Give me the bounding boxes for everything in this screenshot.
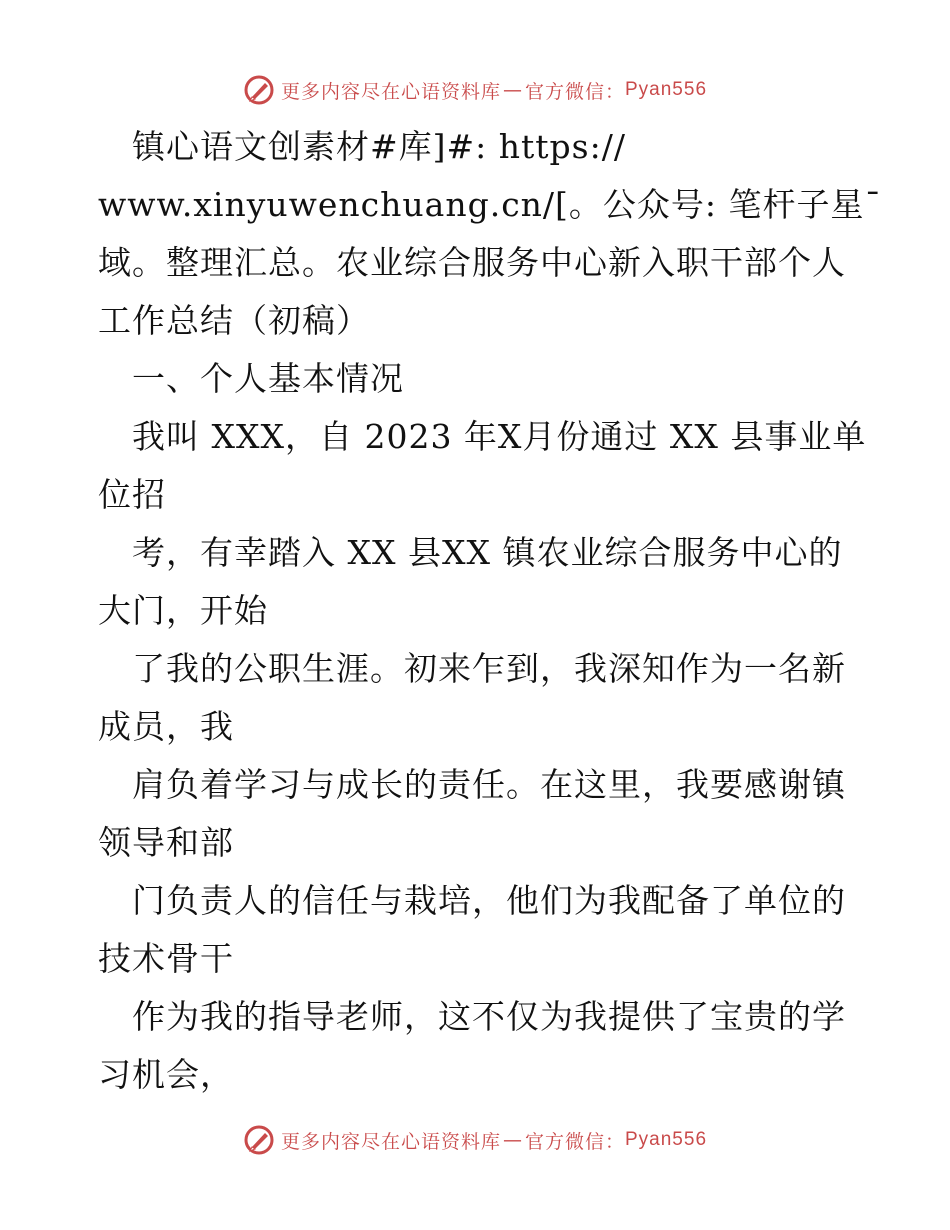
- text-line: 肩负着学习与成长的责任。在这里，我要感谢镇: [98, 765, 846, 804]
- banner-wechat-label: 官方微信：: [524, 80, 625, 103]
- header-watermark-banner: [0, 70, 950, 110]
- text-line: 门负责人的信任与栽培，他们为我配备了单位的: [98, 881, 846, 920]
- text-line: 作为我的指导老师，这不仅为我提供了宝贵的学: [98, 997, 846, 1036]
- banner-wechat-label: 官方微信：: [524, 1130, 625, 1153]
- text-line: 大门，开始: [98, 591, 268, 630]
- banner-wechat-id: Pyan556: [625, 1129, 708, 1150]
- pen-logo-icon: [243, 74, 275, 106]
- text-line: 考，有幸踏入 XX 县XX 镇农业综合服务中心的: [98, 533, 843, 572]
- banner-separator: —: [502, 79, 523, 101]
- footer-watermark-banner: [0, 1120, 950, 1160]
- text-line: www.xinyuwenchuang.cn/[。公众号: 笔杆子星¯: [98, 185, 883, 224]
- text-line: 成员，我: [98, 707, 234, 746]
- text-line: 镇心语文创素材#库]#: https://: [98, 127, 626, 166]
- text-line: 域。整理汇总。农业综合服务中心新入职干部个人: [98, 243, 846, 282]
- text-line: 技术骨干: [98, 939, 234, 978]
- text-line: 习机会，: [98, 1055, 234, 1094]
- text-line: 我叫 XXX，自 2023 年X月份通过 XX 县事业单: [98, 417, 867, 456]
- text-line: 领导和部: [98, 823, 234, 862]
- banner-separator: —: [502, 1129, 523, 1151]
- text-line: 位招: [98, 475, 166, 514]
- text-line: 了我的公职生涯。初来乍到，我深知作为一名新: [98, 649, 846, 688]
- banner-wechat-id: Pyan556: [625, 79, 708, 100]
- text-line: 一、个人基本情况: [98, 359, 404, 398]
- pen-logo-icon: [243, 1124, 275, 1156]
- banner-main-text: 更多内容尽在心语资料库: [280, 80, 501, 103]
- text-line: 工作总结（初稿）: [98, 301, 370, 340]
- document-body: [98, 118, 883, 1104]
- banner-main-text: 更多内容尽在心语资料库: [280, 1130, 501, 1153]
